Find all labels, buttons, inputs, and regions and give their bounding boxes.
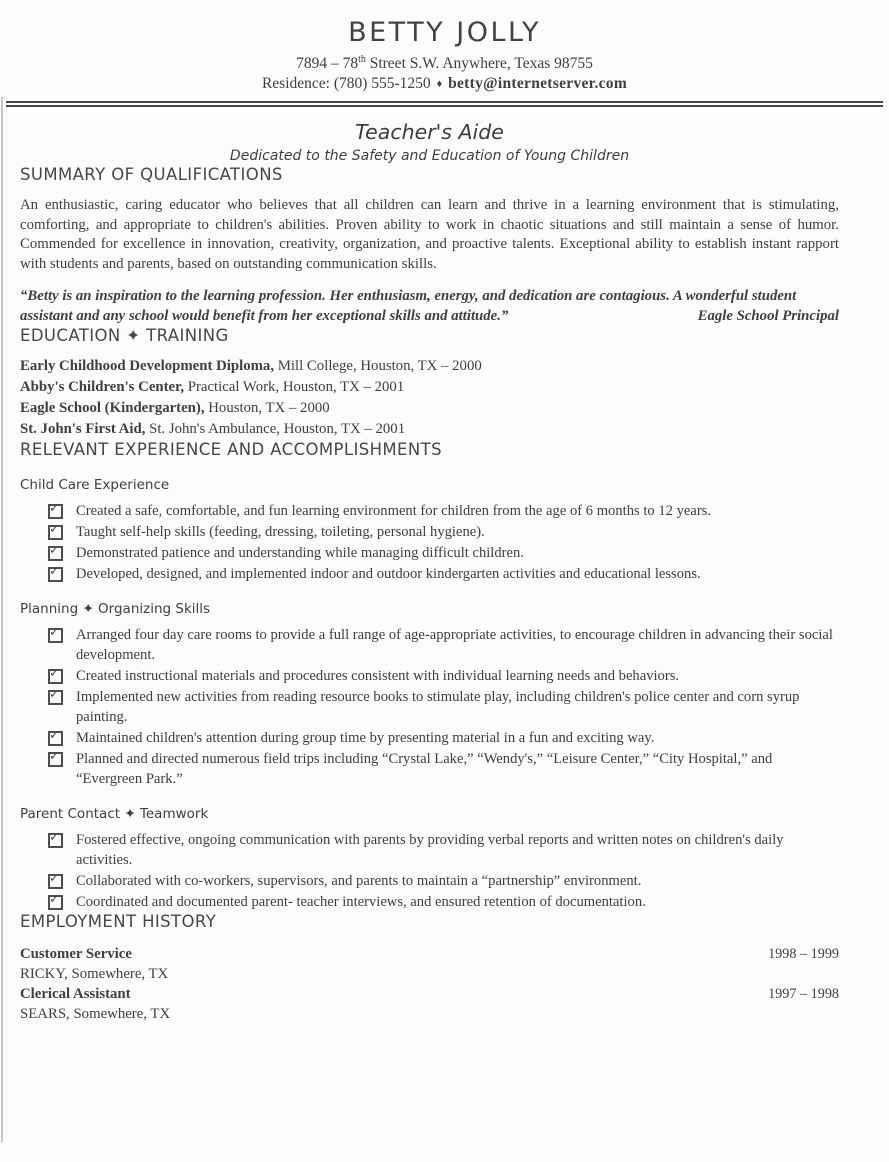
check-mark-icon: ✓ <box>49 666 60 682</box>
checked-checkbox-icon <box>48 564 63 582</box>
address-line <box>0 50 889 74</box>
experience-group-items <box>20 501 839 584</box>
section-heading-summary: SUMMARY OF QUALIFICATIONS <box>20 165 283 185</box>
list-item-text: Demonstrated patience and understanding while managing difficult children. <box>76 545 524 562</box>
education-school: Early Childhood Development Diploma, <box>20 358 275 375</box>
list-item-text: Implemented new activities from reading resource books to stimulate play, including children's police center and corn syrup painting. <box>76 689 800 726</box>
experience-group-items <box>20 625 839 789</box>
check-mark-icon: ✓ <box>49 830 60 846</box>
checked-checkbox-icon <box>48 749 63 767</box>
list-item-text: Collaborated with co-workers, supervisors, and parents to maintain a “partnership” environment. <box>76 873 642 890</box>
job-dates: 1998 – 1999 <box>768 946 839 963</box>
employment-entry <box>20 984 839 1024</box>
list-item-text: Developed, designed, and implemented indoor and outdoor kindergarten activities and educational lessons. <box>76 566 701 583</box>
checked-checkbox-icon <box>48 501 63 519</box>
scan-artifact-line <box>1 97 3 1142</box>
quote-attribution: Eagle School Principal <box>697 308 839 325</box>
email-text: betty@internetserver.com <box>448 75 628 93</box>
job-title: Customer Service <box>20 946 132 963</box>
list-item-text: Coordinated and documented parent- teacher interviews, and ensured retention of documentation. <box>76 894 646 911</box>
job-employer: SEARS, Somewhere, TX <box>20 1006 171 1023</box>
check-mark-icon: ✓ <box>49 892 60 908</box>
check-mark-icon: ✓ <box>49 543 60 559</box>
checked-checkbox-icon <box>48 871 63 889</box>
list-item <box>20 687 839 727</box>
list-item-text: Planned and directed numerous field trips including “Crystal Lake,” “Wendy's,” “Leisure Center,” “City Hospital,” and “Evergreen Park.” <box>76 751 773 788</box>
check-mark-icon: ✓ <box>49 687 60 703</box>
list-item-text: Arranged four day care rooms to provide a full range of age-appropriate activities, to encourage children in advancing their social development. <box>76 627 833 664</box>
headline-block <box>20 120 839 165</box>
list-item <box>20 749 839 789</box>
education-school: St. John's First Aid, <box>20 421 146 438</box>
education-details: Houston, TX – 2000 <box>204 400 330 417</box>
address-text: 7894 – 78 <box>296 55 359 73</box>
contact-header <box>0 0 889 94</box>
education-list <box>20 356 839 440</box>
diamond-bullet-icon: ♦ <box>436 78 443 91</box>
summary-paragraph: An enthusiastic, caring educator who believes that all children can learn and thrive in a learning environment that is stimulating, comforting, and appropriate to children's abilities. Proven ability to work in chaotic situations and still maintain a sense of humor. Commended for excellence in innovation, creativity, organization, and proactive talents. Exceptional ability to establish instant rapport with students and parents, based on outstanding communication skills. <box>20 197 839 272</box>
headline-tagline: Dedicated to the Safety and Education of Young Children <box>229 148 630 165</box>
checked-checkbox-icon <box>48 687 63 705</box>
header-divider <box>6 101 883 107</box>
address-ordinal: th <box>358 54 366 65</box>
check-mark-icon: ✓ <box>49 522 60 538</box>
check-mark-icon: ✓ <box>49 749 60 765</box>
experience-group-title-planning: Planning ✦ Organizing Skills <box>20 601 211 618</box>
checked-checkbox-icon <box>48 830 63 848</box>
residence-line <box>0 74 889 94</box>
job-employer: RICKY, Somewhere, TX <box>20 966 169 983</box>
list-item <box>20 625 839 665</box>
education-entry <box>20 419 839 440</box>
check-mark-icon: ✓ <box>49 625 60 641</box>
employment-entry <box>20 944 839 984</box>
check-mark-icon: ✓ <box>49 501 60 517</box>
checked-checkbox-icon <box>48 543 63 561</box>
section-heading-employment: EMPLOYMENT HISTORY <box>20 912 217 932</box>
list-item <box>20 666 839 686</box>
employment-list <box>20 944 839 1024</box>
quote-text: “Betty is an inspiration to the learning profession. Her enthusiasm, energy, and dedication are contagious. A wonderful student assistant and any school would benefit from her exceptional skills and attitude.” <box>20 288 797 325</box>
address-text-rest: Street S.W. Anywhere, Texas 98755 <box>365 55 593 73</box>
list-item-text: Taught self-help skills (feeding, dressing, toileting, personal hygiene). <box>76 524 485 541</box>
education-details: Mill College, Houston, TX – 2000 <box>274 358 482 375</box>
education-details: St. John's Ambulance, Houston, TX – 2001 <box>145 421 406 438</box>
phone-text: Residence: (780) 555-1250 <box>261 75 431 93</box>
education-entry <box>20 377 839 398</box>
section-heading-education: EDUCATION ✦ TRAINING <box>20 326 229 346</box>
job-title: Clerical Assistant <box>20 986 131 1003</box>
job-title-row <box>20 944 839 964</box>
list-item <box>20 892 839 912</box>
testimonial-quote <box>20 286 839 326</box>
list-item-text: Fostered effective, ongoing communication with parents by providing verbal reports and written notes on children's daily activities. <box>76 832 784 869</box>
education-school: Abby's Children's Center, <box>20 379 185 396</box>
job-dates: 1997 – 1998 <box>768 986 839 1003</box>
checked-checkbox-icon <box>48 892 63 910</box>
list-item <box>20 728 839 748</box>
checked-checkbox-icon <box>48 666 63 684</box>
education-details: Practical Work, Houston, TX – 2001 <box>184 379 405 396</box>
education-entry <box>20 356 839 377</box>
checked-checkbox-icon <box>48 522 63 540</box>
checked-checkbox-icon <box>48 728 63 746</box>
check-mark-icon: ✓ <box>49 564 60 580</box>
candidate-name: BETTY JOLLY <box>348 17 541 48</box>
list-item <box>20 522 839 542</box>
list-item-text: Created instructional materials and procedures consistent with individual learning needs and behaviors. <box>76 668 680 685</box>
experience-group-title-parent: Parent Contact ✦ Teamwork <box>20 806 209 823</box>
education-school: Eagle School (Kindergarten), <box>20 400 205 417</box>
list-item <box>20 564 839 584</box>
checked-checkbox-icon <box>48 625 63 643</box>
job-headline: Teacher's Aide <box>355 120 504 145</box>
resume-body <box>0 120 889 1024</box>
list-item <box>20 543 839 563</box>
list-item-text: Maintained children's attention during group time by presenting material in a fun and exciting way. <box>76 730 655 747</box>
experience-group-title-childcare: Child Care Experience <box>20 477 170 494</box>
check-mark-icon: ✓ <box>49 871 60 887</box>
list-item <box>20 830 839 870</box>
education-entry <box>20 398 839 419</box>
list-item <box>20 871 839 891</box>
list-item <box>20 501 839 521</box>
experience-group-items <box>20 830 839 912</box>
check-mark-icon: ✓ <box>49 728 60 744</box>
job-title-row <box>20 984 839 1004</box>
list-item-text: Created a safe, comfortable, and fun learning environment for children from the age of 6 months to 12 years. <box>76 503 712 520</box>
section-heading-experience: RELEVANT EXPERIENCE AND ACCOMPLISHMENTS <box>20 440 442 460</box>
